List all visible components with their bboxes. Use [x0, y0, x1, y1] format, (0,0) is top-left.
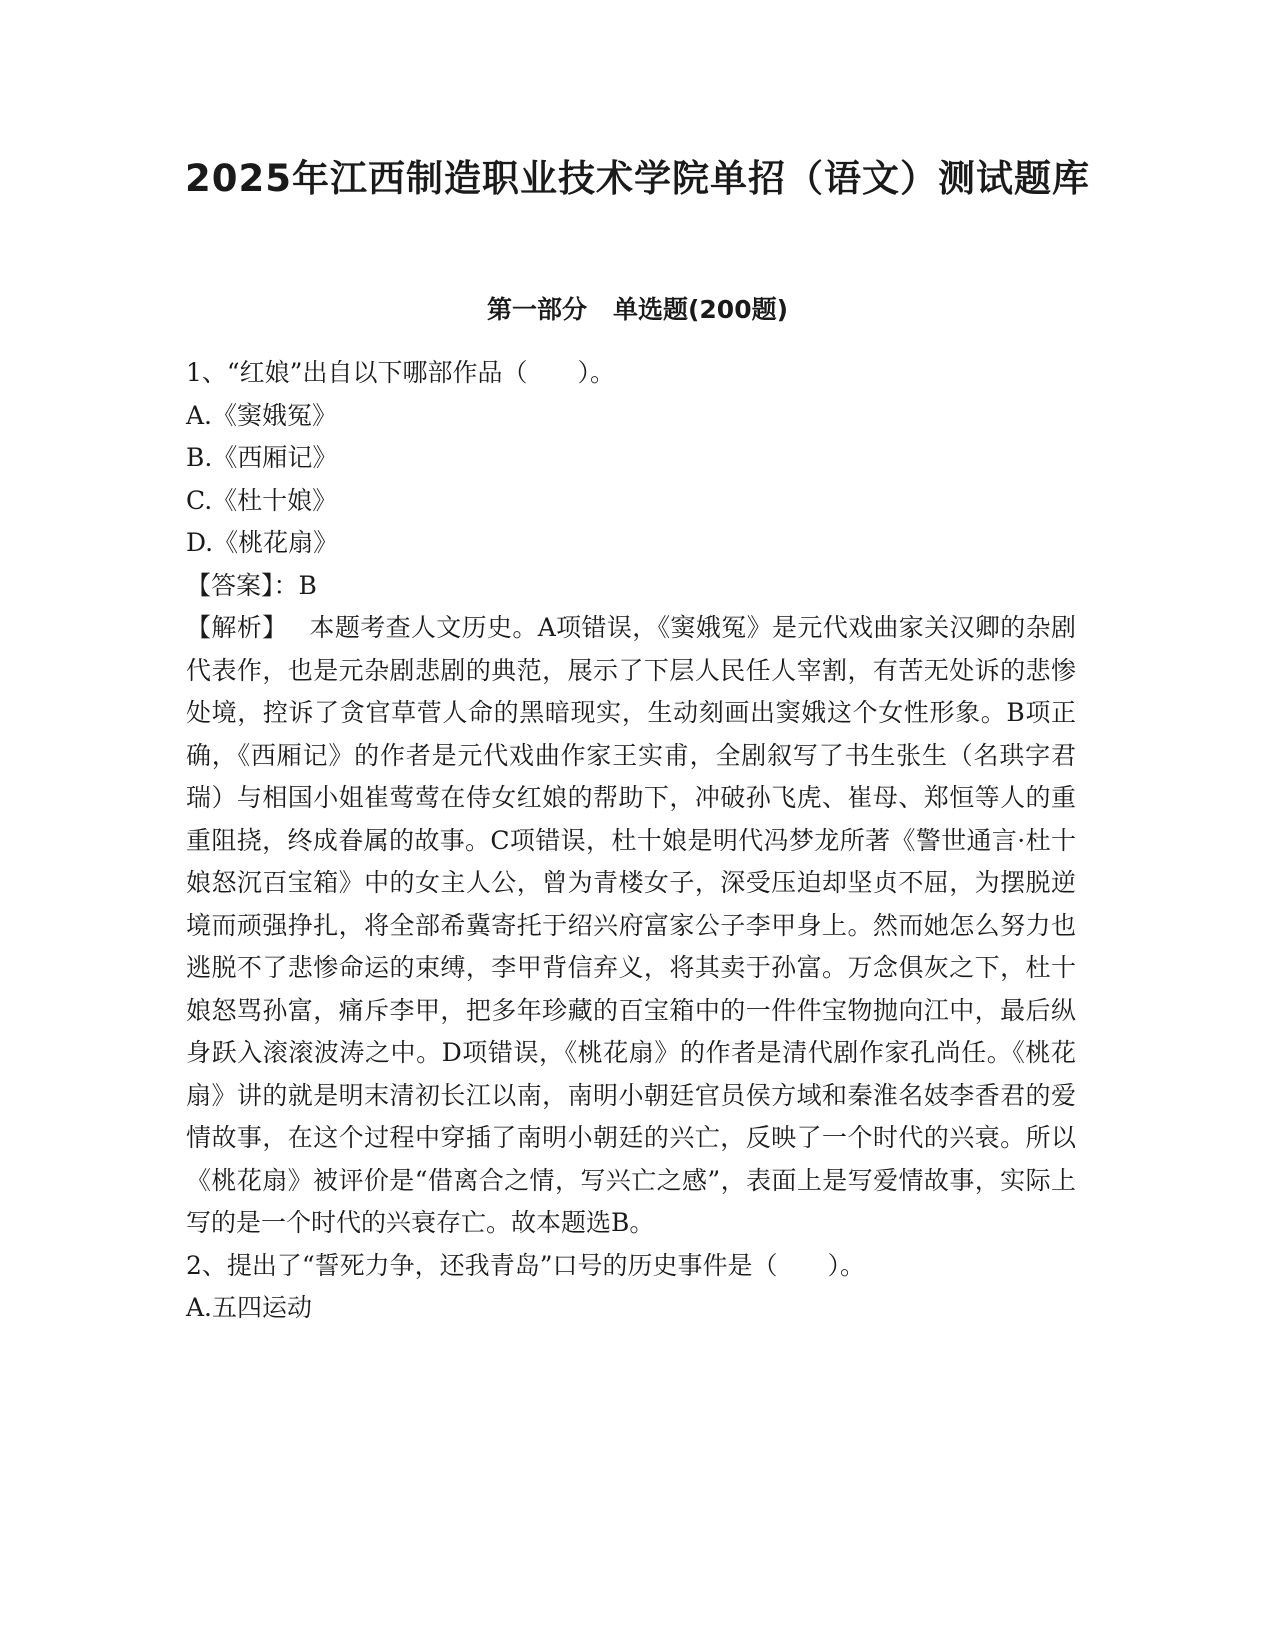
option-a: A.《窦娥冤》 — [186, 400, 338, 430]
question-2 — [186, 1245, 1086, 1330]
answer-label: 【答案】： — [186, 570, 299, 600]
analysis-paragraph — [186, 607, 1076, 1245]
option-d: D.《桃花扇》 — [186, 528, 339, 557]
answer-value: B — [298, 570, 317, 600]
section-title — [0, 290, 1275, 326]
section-name: 单选题(200题) — [612, 295, 789, 324]
section-part: 第一部分 — [486, 295, 587, 324]
question-1 — [186, 352, 1086, 1245]
analysis-label: 【解析】 — [186, 613, 288, 642]
analysis-text: 本题考查人文历史。A项错误，《窦娥冤》是元代戏曲家关汉卿的杂剧代表作，也是元杂剧悲剧的典范，展示了下层人民任人宰割，有苦无处诉的悲惨处境，控诉了贪官草菅人命的黑暗现实，生动刻画出窦娥这个女性形象。B项正确，《西厢记》的作者是元代戏曲作家王实甫，全剧叙写了书生张生（名珙字君瑞）与相国小姐崔莺莺在侍女红娘的帮助下，冲破孙飞虎、崔母、郑恒等人的重重阻挠，终成眷属的故事。C项错误，杜十娘是明代冯梦龙所著《警世通言·杜十娘怒沉百宝箱》中的女主人公，曾为青楼女子，深受压迫却坚贞不屈，为摆脱逆境而顽强挣扎，将全部希冀寄托于绍兴府富家公子李甲身上。然而她怎么努力也逃脱不了悲惨命运的束缚，李甲背信弃义，将其卖于孙富。万念俱灰之下，杜十娘怒骂孙富，痛斥李甲，把多年珍藏的百宝箱中的一件件宝物抛向江中，最后纵身跃入滚滚波涛之中。D项错误，《桃花扇》的作者是清代剧作家孔尚任。《桃花扇》讲的就是明末清初长江以南，南明小朝廷官员侯方域和秦淮名妓李香君的爱情故事，在这个过程中穿插了南明小朝廷的兴亡，反映了一个时代的兴衰。所以《桃花扇》被评价是“借离合之情，写兴亡之感”，表面上是写爱情故事，实际上写的是一个时代的兴衰存亡。故本题选B。 — [186, 613, 1076, 1237]
option-c: C.《杜十娘》 — [186, 485, 338, 515]
question-stem: 2、提出了“誓死力争，还我青岛”口号的历史事件是（ ）。 — [186, 1250, 865, 1280]
question-stem: 1、“红娘”出自以下哪部作品（ ）。 — [186, 358, 615, 387]
option-b: B.《西厢记》 — [186, 443, 338, 472]
option-a: A.五四运动 — [186, 1293, 313, 1322]
document-title: 2025年江西制造职业技术学院单招（语文）测试题库 — [185, 157, 1090, 200]
question-list — [186, 352, 1086, 1330]
answer-line — [186, 565, 1086, 608]
